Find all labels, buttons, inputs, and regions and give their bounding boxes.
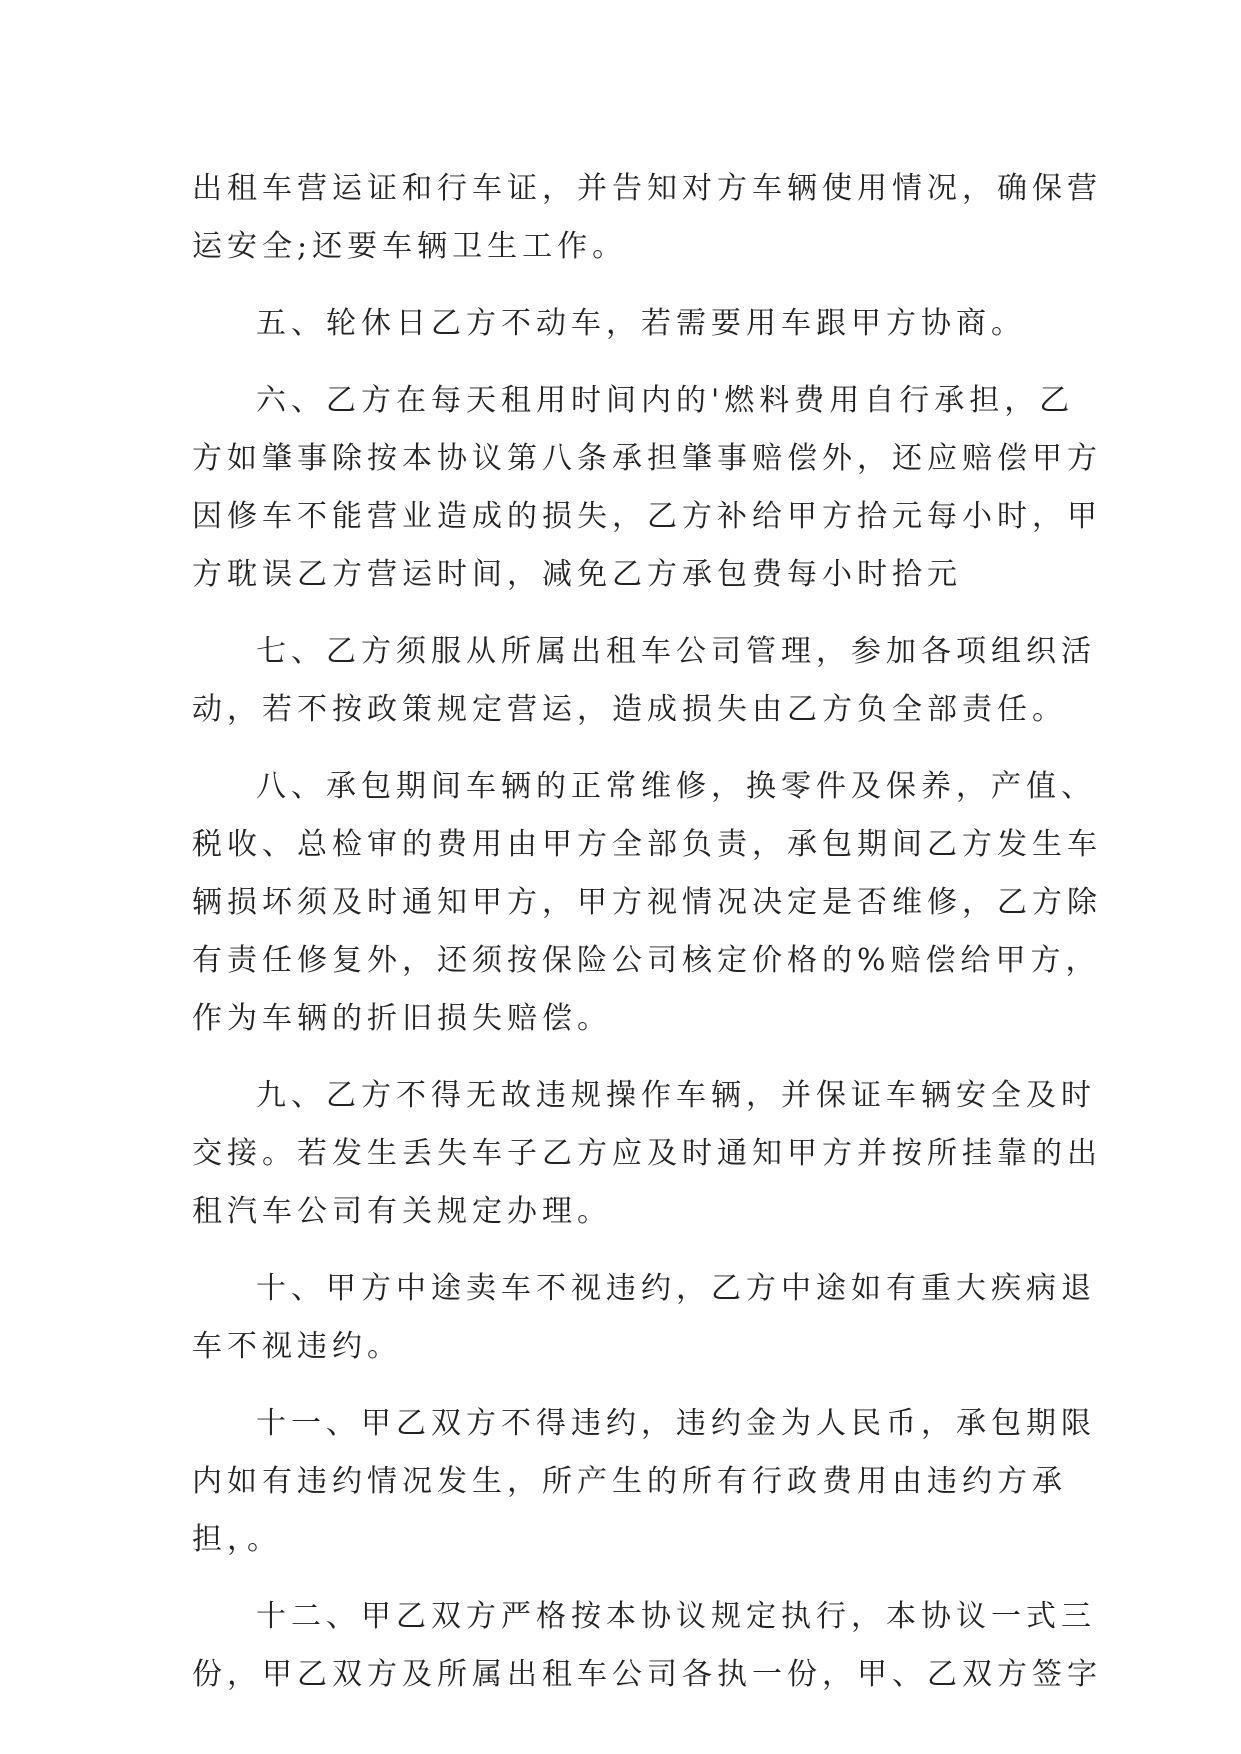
text-line: 份，甲乙双方及所属出租车公司各执一份，甲、乙双方签字 <box>192 1657 1102 1692</box>
paragraph-p7 <box>192 623 1096 739</box>
text-line: 辆损坏须及时通知甲方，甲方视情况决定是否维修，乙方除 <box>192 885 1102 920</box>
text-line: 因修车不能营业造成的损失，乙方补给甲方拾元每小时，甲 <box>192 499 1102 534</box>
paragraph-gap <box>192 1048 1062 1067</box>
document-body <box>192 160 1102 1704</box>
paragraph-p5 <box>192 295 1062 353</box>
text-line: 出租车营运证和行车证，并告知对方车辆使用情况，确保营 <box>192 171 1102 206</box>
paragraph-gap <box>192 353 1062 372</box>
text-line: 十二、甲乙双方严格按本协议规定执行，本协议一式三 <box>256 1599 1096 1634</box>
paragraph-p9 <box>192 1067 1102 1241</box>
text-line: 七、乙方须服从所属出租车公司管理，参加各项组织活 <box>256 634 1096 669</box>
text-line: 十一、甲乙双方不得违约，违约金为人民币，承包期限 <box>256 1406 1096 1441</box>
text-line: 有责任修复外，还须按保险公司核定价格的%赔偿给甲方， <box>192 943 1101 978</box>
text-line: 内如有违约情况发生，所产生的所有行政费用由违约方承 <box>192 1464 1067 1499</box>
text-line: 动，若不按政策规定营运，造成损失由乙方负全部责任。 <box>192 692 1067 727</box>
paragraph-gap <box>192 1569 1062 1588</box>
paragraph-p4-cont <box>192 160 1102 276</box>
text-line: 交接。若发生丢失车子乙方应及时通知甲方并按所挂靠的出 <box>192 1136 1102 1171</box>
paragraph-p8 <box>192 758 1102 1048</box>
paragraph-gap <box>192 739 1062 758</box>
text-line: 作为车辆的折旧损失赔偿。 <box>192 1001 612 1036</box>
text-line: 八、承包期间车辆的正常维修，换零件及保养，产值、 <box>256 769 1096 804</box>
paragraph-p10 <box>192 1260 1096 1376</box>
text-line: 五、轮休日乙方不动车，若需要用车跟甲方协商。 <box>256 306 1026 341</box>
text-line: 九、乙方不得无故违规操作车辆，并保证车辆安全及时 <box>256 1078 1096 1113</box>
text-line: 租汽车公司有关规定办理。 <box>192 1194 612 1229</box>
paragraph-p11 <box>192 1395 1096 1569</box>
text-line: 六、乙方在每天租用时间内的'燃料费用自行承担，乙 <box>256 383 1075 418</box>
text-line: 十、甲方中途卖车不视违约，乙方中途如有重大疾病退 <box>256 1271 1096 1306</box>
text-line: 运安全;还要车辆卫生工作。 <box>192 229 628 264</box>
paragraph-gap <box>192 1376 1062 1395</box>
text-line: 担，。 <box>192 1522 282 1557</box>
paragraph-gap <box>192 1241 1062 1260</box>
text-line: 方如肇事除按本协议第八条承担肇事赔偿外，还应赔偿甲方 <box>192 441 1102 476</box>
paragraph-gap <box>192 604 1062 623</box>
text-line: 车不视违约。 <box>192 1329 402 1364</box>
text-line: 税收、总检审的费用由甲方全部负责，承包期间乙方发生车 <box>192 827 1102 862</box>
text-line: 方耽误乙方营运时间，减免乙方承包费每小时拾元 <box>192 557 962 592</box>
paragraph-p12 <box>192 1588 1102 1704</box>
paragraph-gap <box>192 276 1062 295</box>
paragraph-p6 <box>192 372 1102 604</box>
